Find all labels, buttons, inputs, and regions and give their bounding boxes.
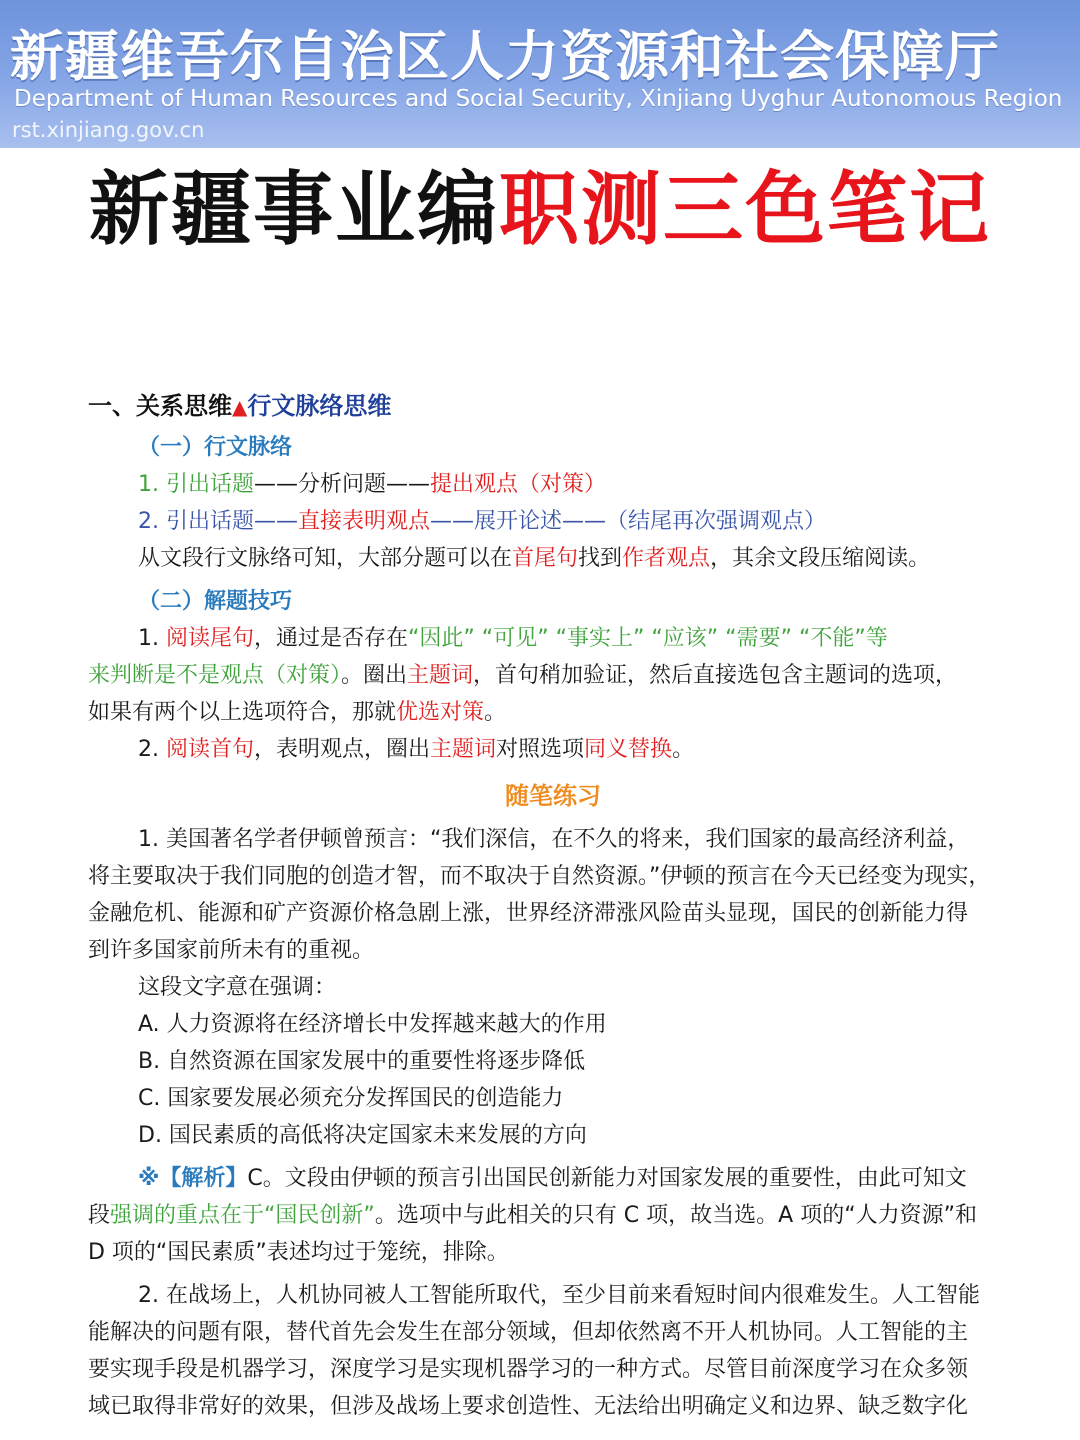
section-heading-suffix: 行文脉络思维 bbox=[247, 392, 392, 420]
question-1-line-4: 到许多国家前所未有的重视。 bbox=[88, 938, 375, 963]
summary-text-3: ，其余文段压缩阅读。 bbox=[710, 546, 931, 571]
tip2-text-1: ，表明观点，圈出 bbox=[254, 737, 431, 762]
option-c: C. 国家要发展必须充分发挥国民的创造能力 bbox=[138, 1086, 564, 1111]
banner-title-cn: 新疆维吾尔自治区人力资源和社会保障厅 bbox=[10, 25, 1000, 88]
option-d: D. 国民素质的高低将决定国家未来发展的方向 bbox=[138, 1123, 587, 1148]
technique-1-line-2 bbox=[88, 657, 1018, 694]
question-1-line-2: 将主要取决于我们同胞的创造才智，而不取决于自然资源。”伊顿的预言在今天已经变为现实， bbox=[88, 864, 991, 889]
item1-viewpoint: 提出观点（对策） bbox=[430, 472, 607, 497]
tip2-number: 2. bbox=[138, 737, 166, 762]
summary-highlight-2: 作者观点 bbox=[622, 546, 711, 571]
analysis-highlight: 强调的重点在于“国民创新” bbox=[110, 1203, 375, 1228]
tip1-multiple: 如果有两个以上选项符合，那就 bbox=[88, 700, 397, 725]
question-2-line-3: 要实现手段是机器学习，深度学习是实现机器学习的一种方式。尽管目前深度学习在众多领 bbox=[88, 1357, 969, 1382]
technique-2 bbox=[88, 731, 1018, 768]
structure-summary bbox=[88, 540, 1018, 577]
summary-highlight-1: 首尾句 bbox=[512, 546, 579, 571]
technique-1-line-3 bbox=[88, 694, 1018, 731]
question-2-line-1: 2. 在战场上，人机协同被人工智能所取代，至少目前来看短时间内很难发生。人工智能 bbox=[138, 1283, 980, 1308]
option-a: A. 人力资源将在经济增长中发挥越来越大的作用 bbox=[138, 1012, 607, 1037]
tip1-text: ，通过是否存在 bbox=[254, 626, 409, 651]
page-title-red: 职测三色笔记 bbox=[499, 163, 991, 256]
triangle-icon: ▲ bbox=[232, 395, 248, 419]
tip1-end: 。 bbox=[484, 700, 507, 725]
notes-content bbox=[88, 384, 1018, 1425]
tip1-verify: ，首句稍加验证，然后直接选包含主题词的选项， bbox=[473, 663, 958, 688]
analysis-line-2 bbox=[88, 1197, 1018, 1234]
structure-item-1 bbox=[88, 466, 1018, 503]
analysis-tag: ※【解析】 bbox=[138, 1166, 248, 1191]
section-heading bbox=[88, 384, 1018, 429]
tip2-read-first: 阅读首句 bbox=[165, 737, 254, 762]
tip1-circle: 。圈出 bbox=[341, 663, 408, 688]
question-1-stem: 这段文字意在强调： bbox=[138, 975, 337, 1000]
question-1-line-1: 1. 美国著名学者伊顿曾预言：“我们深信，在不久的将来，我们国家的最高经济利益， bbox=[138, 827, 970, 852]
structure-item-2 bbox=[88, 503, 1018, 540]
technique-1-line-1 bbox=[88, 620, 1018, 657]
tip2-text-2: 对照选项 bbox=[496, 737, 585, 762]
tip2-theme-word: 主题词 bbox=[430, 737, 497, 762]
tip1-number: 1. bbox=[138, 626, 166, 651]
page-title-black: 新疆事业编 bbox=[89, 163, 499, 256]
page-title bbox=[0, 160, 1080, 260]
item2-viewpoint: 直接表明观点 bbox=[297, 509, 430, 534]
item2-rest: ——展开论述——（结尾再次强调观点） bbox=[430, 509, 827, 534]
subheading-structure: （一）行文脉络 bbox=[138, 435, 293, 460]
question-2-line-4: 域已取得非常好的效果，但涉及战场上要求创造性、无法给出明确定义和边界、缺乏数字化 bbox=[88, 1394, 969, 1419]
tip1-judge: 来判断是不是观点（对策） bbox=[88, 663, 342, 688]
tip1-read-last: 阅读尾句 bbox=[165, 626, 254, 651]
section-heading-prefix: 一、关系思维 bbox=[88, 392, 232, 420]
tip2-synonym: 同义替换 bbox=[584, 737, 673, 762]
banner-title-en: Department of Human Resources and Social Security, Xinjiang Uyghur Autonomous Region bbox=[14, 86, 1063, 112]
item1-topic: 1. 引出话题 bbox=[138, 472, 254, 497]
analysis-line-1 bbox=[88, 1160, 1018, 1197]
header-banner bbox=[0, 0, 1080, 148]
analysis-text-2c: 。选项中与此相关的只有 C 项，故当选。A 项的“人力资源”和 bbox=[374, 1203, 977, 1228]
analysis-text-1: C。文段由伊顿的预言引出国民创新能力对国家发展的重要性，由此可知文 bbox=[247, 1166, 967, 1191]
summary-text-1: 从文段行文脉络可知，大部分题可以在 bbox=[138, 546, 513, 571]
option-b: B. 自然资源在国家发展中的重要性将逐步降低 bbox=[138, 1049, 586, 1074]
tip2-end: 。 bbox=[672, 737, 695, 762]
tip1-keywords: “因此” “可见” “事实上” “应该” “需要” “不能”等 bbox=[408, 626, 888, 651]
question-2-line-2: 能解决的问题有限，替代首先会发生在部分领域，但却依然离不开人机协同。人工智能的主 bbox=[88, 1320, 969, 1345]
analysis-line-3: D 项的“国民素质”表述均过于笼统，排除。 bbox=[88, 1240, 509, 1265]
question-1-line-3: 金融危机、能源和矿产资源价格急剧上涨，世界经济滞涨风险苗头显现，国民的创新能力得 bbox=[88, 901, 969, 926]
banner-url: rst.xinjiang.gov.cn bbox=[12, 118, 205, 142]
item1-analysis: ——分析问题—— bbox=[253, 472, 430, 497]
summary-text-2: 找到 bbox=[578, 546, 623, 571]
item2-topic: 2. 引出话题—— bbox=[138, 509, 298, 534]
tip1-prefer: 优选对策 bbox=[396, 700, 485, 725]
analysis-text-2a: 段 bbox=[88, 1203, 111, 1228]
practice-heading: 随笔练习 bbox=[505, 782, 601, 810]
tip1-theme-word: 主题词 bbox=[407, 663, 474, 688]
subheading-techniques: （二）解题技巧 bbox=[138, 589, 293, 614]
